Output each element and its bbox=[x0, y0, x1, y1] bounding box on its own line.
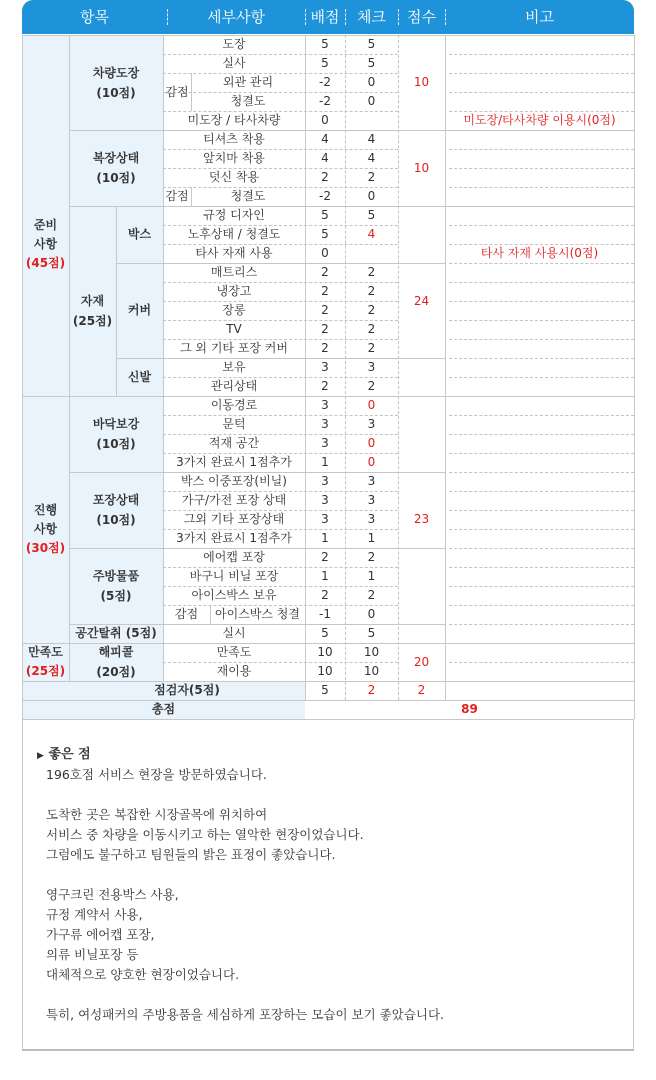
row-check: 2 bbox=[367, 322, 376, 336]
row-label: 티셔츠 착용 bbox=[203, 132, 265, 146]
header-detail: 세부사항 bbox=[207, 8, 265, 26]
row-points: 4 bbox=[321, 132, 329, 146]
row-check: 2 bbox=[367, 379, 376, 393]
row-points: 2 bbox=[321, 170, 329, 184]
row-points: 5 bbox=[321, 56, 329, 70]
row-label: 규정 디자인 bbox=[203, 208, 265, 222]
row-label: 청결도 bbox=[230, 94, 266, 108]
row-points: 2 bbox=[321, 322, 329, 336]
row-check: 4 bbox=[367, 227, 376, 241]
vehicle-score: 10 bbox=[413, 75, 430, 89]
row-check: 3 bbox=[367, 474, 376, 488]
vehicle-deduct-label: 감점 bbox=[165, 84, 189, 99]
material-box: 박스 bbox=[127, 227, 152, 241]
row-points: 5 bbox=[321, 227, 329, 241]
row-note: 미도장/타사차량 이용시(0점) bbox=[463, 113, 616, 127]
happycall bbox=[69, 643, 163, 681]
clothes-deduct-label: 감점 bbox=[165, 189, 189, 203]
floor bbox=[69, 396, 163, 472]
row-check: 5 bbox=[367, 37, 376, 51]
row-points: 2 bbox=[321, 550, 329, 564]
row-points: 10 bbox=[317, 664, 333, 678]
row-label: 매트리스 bbox=[210, 265, 258, 279]
row-check: 3 bbox=[367, 417, 376, 431]
packing bbox=[69, 472, 163, 548]
row-label: 관리상태 bbox=[210, 379, 258, 393]
comment-box bbox=[22, 719, 634, 1051]
row-check: 4 bbox=[367, 132, 376, 146]
row-check: 2 bbox=[367, 341, 376, 355]
row-label: 에어캡 포장 bbox=[203, 550, 265, 564]
inspector-points: 5 bbox=[321, 683, 329, 697]
clothes bbox=[69, 130, 163, 206]
prep-title2: 사항 bbox=[33, 236, 58, 251]
total-value: 89 bbox=[461, 702, 478, 716]
row-check: 0 bbox=[367, 189, 376, 203]
comment-heading-row bbox=[37, 743, 91, 762]
row-label: 청결도 bbox=[230, 189, 266, 203]
row-label: 앞치마 착용 bbox=[203, 151, 265, 165]
row-points: 3 bbox=[321, 398, 329, 412]
comment-line: 그럼에도 불구하고 팀원들의 밝은 표정이 좋았습니다. bbox=[46, 847, 336, 862]
material-score: 24 bbox=[413, 293, 430, 308]
material-points: (25점) bbox=[72, 313, 113, 328]
packing-title: 포장상태 bbox=[92, 493, 140, 507]
row-label: 바구니 비닐 포장 bbox=[189, 569, 279, 583]
header-points: 배점 bbox=[310, 8, 340, 26]
row-label: 이동경로 bbox=[210, 398, 258, 412]
row-check: 3 bbox=[367, 360, 376, 374]
kitchen bbox=[69, 548, 163, 624]
row-check: 2 bbox=[367, 550, 376, 564]
material-cover: 커버 bbox=[127, 303, 152, 317]
comment-line: 영구크린 전용박스 사용, bbox=[46, 887, 179, 902]
row-label: 적재 공간 bbox=[208, 436, 260, 450]
row-points: 3 bbox=[321, 512, 329, 526]
header-note: 비고 bbox=[525, 8, 554, 26]
row-check: 2 bbox=[367, 303, 376, 317]
category-progress bbox=[22, 491, 69, 567]
row-check: 2 bbox=[367, 170, 376, 184]
comment-line: 도착한 곳은 복잡한 시장골목에 위치하여 bbox=[46, 807, 268, 822]
row-points: -2 bbox=[319, 75, 331, 89]
comment-line: 가구류 에어캡 포장, bbox=[46, 927, 155, 942]
row-label: 가구/가전 포장 상태 bbox=[181, 493, 287, 507]
prep-points: (45점) bbox=[25, 255, 66, 270]
category-satisfaction bbox=[22, 643, 69, 681]
comment-line: 특히, 여성패커의 주방용품을 세심하게 포장하는 모습이 보기 좋았습니다. bbox=[46, 1007, 445, 1022]
clothes-points: (10점) bbox=[96, 171, 136, 185]
material bbox=[69, 263, 116, 358]
row-label: 3가지 완료시 1점추가 bbox=[176, 455, 292, 469]
row-check: 3 bbox=[367, 512, 376, 526]
inspector-label: 점검자(5점) bbox=[154, 683, 220, 697]
material-title: 자재 bbox=[80, 293, 105, 308]
progress-points: (30점) bbox=[25, 540, 66, 555]
row-points: 1 bbox=[321, 569, 329, 583]
row-check: 1 bbox=[367, 569, 376, 583]
inspector-check: 2 bbox=[367, 683, 376, 697]
row-check: 0 bbox=[367, 607, 376, 621]
row-label: 아이스박스 보유 bbox=[191, 588, 277, 602]
comment-line: 규정 계약서 사용, bbox=[46, 907, 143, 922]
material-shoes: 신발 bbox=[127, 369, 152, 384]
row-check: 0 bbox=[367, 436, 376, 450]
clothes-title: 복장상태 bbox=[92, 151, 140, 165]
row-points: 2 bbox=[321, 379, 329, 393]
progress-score: 23 bbox=[413, 512, 430, 526]
row-points: -1 bbox=[319, 607, 331, 621]
kitchen-title: 주방물품 bbox=[92, 569, 140, 583]
floor-title: 바닥보강 bbox=[92, 417, 140, 431]
row-points: 2 bbox=[321, 303, 329, 317]
packing-points: (10점) bbox=[96, 513, 136, 527]
row-label: 외관 관리 bbox=[222, 75, 274, 89]
row-label: 아이스박스 청결 bbox=[215, 607, 300, 621]
kitchen-points: (5점) bbox=[100, 589, 132, 603]
row-check bbox=[345, 244, 398, 263]
row-points: 2 bbox=[321, 588, 329, 602]
row-points: 5 bbox=[321, 208, 329, 222]
happycall-points: (20점) bbox=[96, 665, 136, 679]
row-check: 10 bbox=[363, 664, 380, 678]
comment-line: 서비스 중 차량을 이동시키고 하는 열악한 현장이었습니다. bbox=[46, 827, 364, 842]
row-check: 5 bbox=[367, 208, 376, 222]
row-points: 5 bbox=[321, 626, 329, 640]
row-check: 0 bbox=[367, 455, 376, 469]
progress-title: 진행 bbox=[33, 502, 58, 517]
row-label: 그 외 기타 포장 커버 bbox=[180, 341, 288, 355]
satisfaction-points: (25점) bbox=[25, 664, 66, 678]
row-label: 만족도 bbox=[216, 645, 252, 659]
row-label: 그외 기타 포장상태 bbox=[183, 512, 285, 526]
header-score: 점수 bbox=[407, 8, 436, 26]
comment-line: 196호점 서비스 현장을 방문하였습니다. bbox=[46, 767, 267, 782]
row-label: 타사 자재 사용 bbox=[195, 246, 273, 260]
row-points: 3 bbox=[321, 417, 329, 431]
row-label: 보유 bbox=[222, 360, 246, 374]
row-points: 2 bbox=[321, 284, 329, 298]
satisfaction-title: 만족도 bbox=[28, 645, 63, 659]
row-label: 도장 bbox=[222, 37, 246, 51]
table-header bbox=[22, 0, 634, 34]
row-points: 5 bbox=[321, 37, 329, 51]
row-check: 1 bbox=[367, 531, 376, 545]
evaluation-sheet bbox=[22, 0, 634, 1080]
row-points: 3 bbox=[321, 436, 329, 450]
row-label: 노후상태 / 청결도 bbox=[187, 227, 281, 241]
comment-heading: 좋은 점 bbox=[48, 747, 91, 762]
clearance: 공간탈취 (5점) bbox=[75, 626, 157, 640]
header-item: 항목 bbox=[80, 8, 109, 26]
row-label: TV bbox=[226, 322, 242, 336]
row-label: 실시 bbox=[222, 626, 246, 640]
row-check: 3 bbox=[367, 493, 376, 507]
floor-points: (10점) bbox=[96, 437, 136, 451]
vehicle-points: (10점) bbox=[96, 85, 136, 100]
row-points: 0 bbox=[321, 113, 329, 127]
comment-line: 의류 비닐포장 등 bbox=[46, 947, 139, 962]
row-check bbox=[345, 111, 398, 130]
progress-title2: 사항 bbox=[33, 521, 58, 536]
row-check: 2 bbox=[367, 284, 376, 298]
row-check: 0 bbox=[367, 75, 376, 89]
row-note: 타사 자재 사용시(0점) bbox=[480, 246, 599, 260]
row-check: 5 bbox=[367, 626, 376, 640]
inspector-score: 2 bbox=[417, 683, 426, 697]
row-points: 2 bbox=[321, 265, 329, 279]
row-label: 장롱 bbox=[222, 303, 246, 317]
row-label: 냉장고 bbox=[216, 284, 252, 298]
row-points: 1 bbox=[321, 531, 329, 545]
prep-title: 준비 bbox=[33, 217, 58, 232]
row-points: 1 bbox=[321, 455, 329, 469]
row-check: 2 bbox=[367, 265, 376, 279]
row-label: 실사 bbox=[222, 56, 246, 70]
row-points: -2 bbox=[319, 94, 331, 108]
row-check: 10 bbox=[363, 645, 380, 659]
row-points: 3 bbox=[321, 493, 329, 507]
row-points: 4 bbox=[321, 151, 329, 165]
row-points: 3 bbox=[321, 360, 329, 374]
row-points: -2 bbox=[319, 189, 331, 203]
happycall-title: 해피콜 bbox=[98, 645, 134, 659]
row-check: 4 bbox=[367, 151, 376, 165]
row-points: 0 bbox=[321, 246, 329, 260]
header-check: 체크 bbox=[357, 8, 386, 26]
row-label: 문턱 bbox=[222, 417, 246, 431]
row-label: 3가지 완료시 1점추가 bbox=[176, 531, 292, 545]
row-points: 10 bbox=[317, 645, 333, 659]
vehicle bbox=[69, 54, 163, 111]
row-points: 2 bbox=[321, 341, 329, 355]
row-label: 박스 이중포장(비닐) bbox=[181, 474, 287, 488]
comment-line: 대체적으로 양호한 현장이었습니다. bbox=[46, 967, 240, 982]
row-check: 0 bbox=[367, 398, 376, 412]
clothes-score: 10 bbox=[413, 160, 430, 175]
row-label: 덧신 착용 bbox=[208, 170, 260, 184]
row-check: 0 bbox=[367, 94, 376, 108]
vehicle-title: 차량도장 bbox=[92, 65, 140, 80]
row-check: 5 bbox=[367, 56, 376, 70]
row-label: 재이용 bbox=[216, 664, 252, 678]
row-points: 3 bbox=[321, 474, 329, 488]
total-label: 총점 bbox=[151, 702, 176, 716]
happycall-score: 20 bbox=[413, 654, 430, 669]
row-label: 미도장 / 타사차량 bbox=[187, 113, 281, 127]
kitchen-deduct-label: 감점 bbox=[174, 607, 199, 621]
bullet-icon: ▶ bbox=[37, 751, 44, 761]
category-prep bbox=[22, 206, 69, 282]
row-check: 2 bbox=[367, 588, 376, 602]
